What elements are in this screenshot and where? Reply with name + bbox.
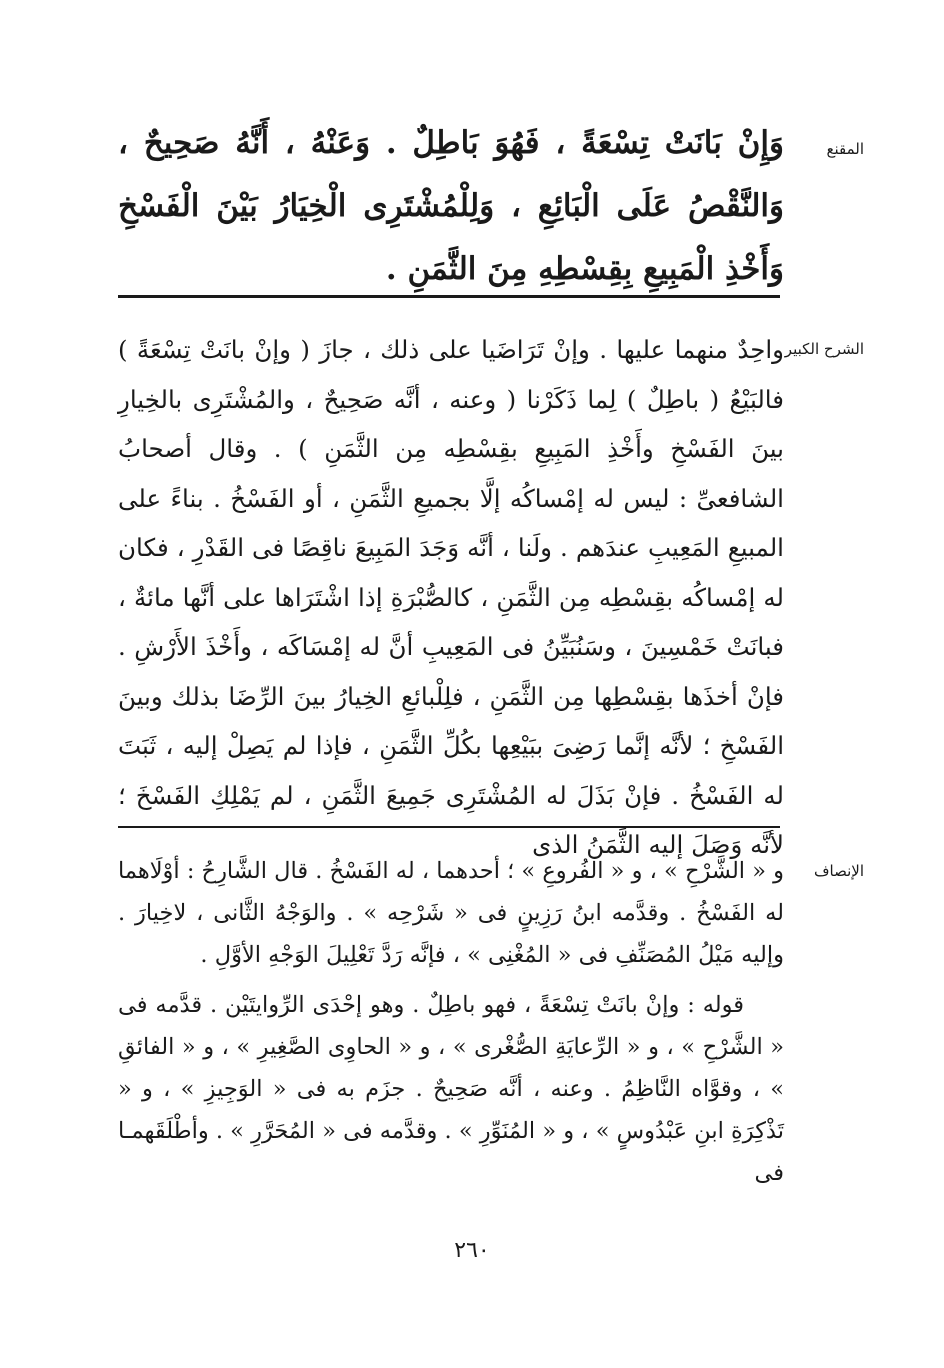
sharh-text	[118, 325, 784, 870]
muqni-paragraph: وَإِنْ بَانَتْ تِسْعَةً ، فَهُوَ بَاطِلٌ . وَعَنْهُ ، أَنَّهُ صَحِيحٌ ، وَالنَّقْصُ عَلَى الْبَائِعِ ، وَلِلْمُشْتَرِى الْخِيَارُ بَيْنَ الْفَسْخِ وَأَخْذِ الْمَبِيعِ بِقِسْطِهِ مِنَ الثَّمَنِ .	[118, 125, 784, 287]
sharh-paragraph: واحِدٌ منهما عليها . وإنْ تَرَاضَيا على ذلك ، جازَ ( وإنْ بانَتْ تِسْعَةً ) فالبَيْعُ ( باطِلٌ ) لِما ذَكَرْنا ( وعنه ، أنَّه صَحِيحٌ ، والمُشْتَرِى بالخِيارِ بينَ الفَسْخِ وأَخْذِ المَبِيعِ بقِسْطِه مِن الثَّمَنِ ) . وقال أصحابُ الشافعىِّ : ليس له إمْساكُه إلَّا بجميعِ الثَّمَنِ ، أو الفَسْخُ . بناءً على المبيعِ المَعِيبِ عندَهم . ولَنا ، أنَّه وَجَدَ المَبِيعَ ناقِصًا فى القَدْرِ ، فكان له إمْساكُه بقِسْطِه مِن الثَّمَنِ ، كالصُّبْرَةِ إذا اشْتَرَاها على أنَّها مائةٌ ، فبانَتْ خَمْسِينَ ، وسَنُبَيِّنُ فى المَعِيبِ أنَّ له إمْسَاكَه ، وأَخْذَ الأَرْشِ . فإنْ أخذَها بقِسْطِها مِن الثَّمَنِ ، فلِلْبائعِ الخِيارُ بينَ الرِّضَا بذلك وبينَ الفَسْخِ ؛ لأنَّه إنَّما رَضِىَ ببَيْعِها بكُلِّ الثَّمَنِ ، فإذا لم يَصِلْ إليه ، ثَبَتَ له الفَسْخُ . فإنْ بَذَلَ له المُشْتَرِى جَمِيعَ الثَّمَنِ ، لم يَمْلِكِ الفَسْخَ ؛ لأنَّه وَصَلَ إليه الثَّمَنُ الذى	[118, 335, 784, 859]
insaf-paragraph-2: قوله : وإنْ بانَتْ تِسْعَةً ، فهو باطِلٌ . وهو إحْدَى الرِّوايتَيْن . قدَّمه فى « الشَّرْحِ » ، و « الرِّعايَةِ الصُّغْرى » ، و « الحاوِى الصَّغِيرِ » ، و « الفائقِ » ، وقوَّاه النَّاظِمُ . وعنه ، أنَّه صَحِيحٌ . جزَم به فى « الوَجِيزِ » ، و « تَذْكِرَةِ ابنِ عَبْدُوسٍ » ، و « المُنَوِّرِ » . وقدَّمه فى « المُحَرَّرِ » . وأطْلَقَهمـا فى	[118, 992, 784, 1186]
insaf-paragraph-1: و « الشَّرْحِ » ، و « الفُروعِ » ؛ أحدهما ، له الفَسْخُ . قال الشَّارِحُ : أوْلَاهما له الفَسْخُ . وقدَّمه ابنُ رَزِينٍ فى « شَرْحِه » . والوَجْهُ الثَّانى ، لاخِيارَ . وإليه مَيْلُ المُصَنِّفِ فى « المُغْنِى » ، فإنَّه رَدَّ تَعْلِيلَ الوَجْهِ الأوَّلِ .	[117, 858, 784, 968]
muqni-text	[118, 112, 784, 301]
insaf-text	[118, 850, 784, 1194]
insaf-label: الإنصاف	[813, 862, 864, 880]
muqni-label: المقنع	[826, 140, 864, 158]
page-number: ٢٦٠	[454, 1238, 490, 1263]
sharh-label: الشرح الكبير	[784, 340, 864, 358]
section-divider-1	[118, 295, 780, 298]
section-divider-2	[118, 826, 780, 828]
